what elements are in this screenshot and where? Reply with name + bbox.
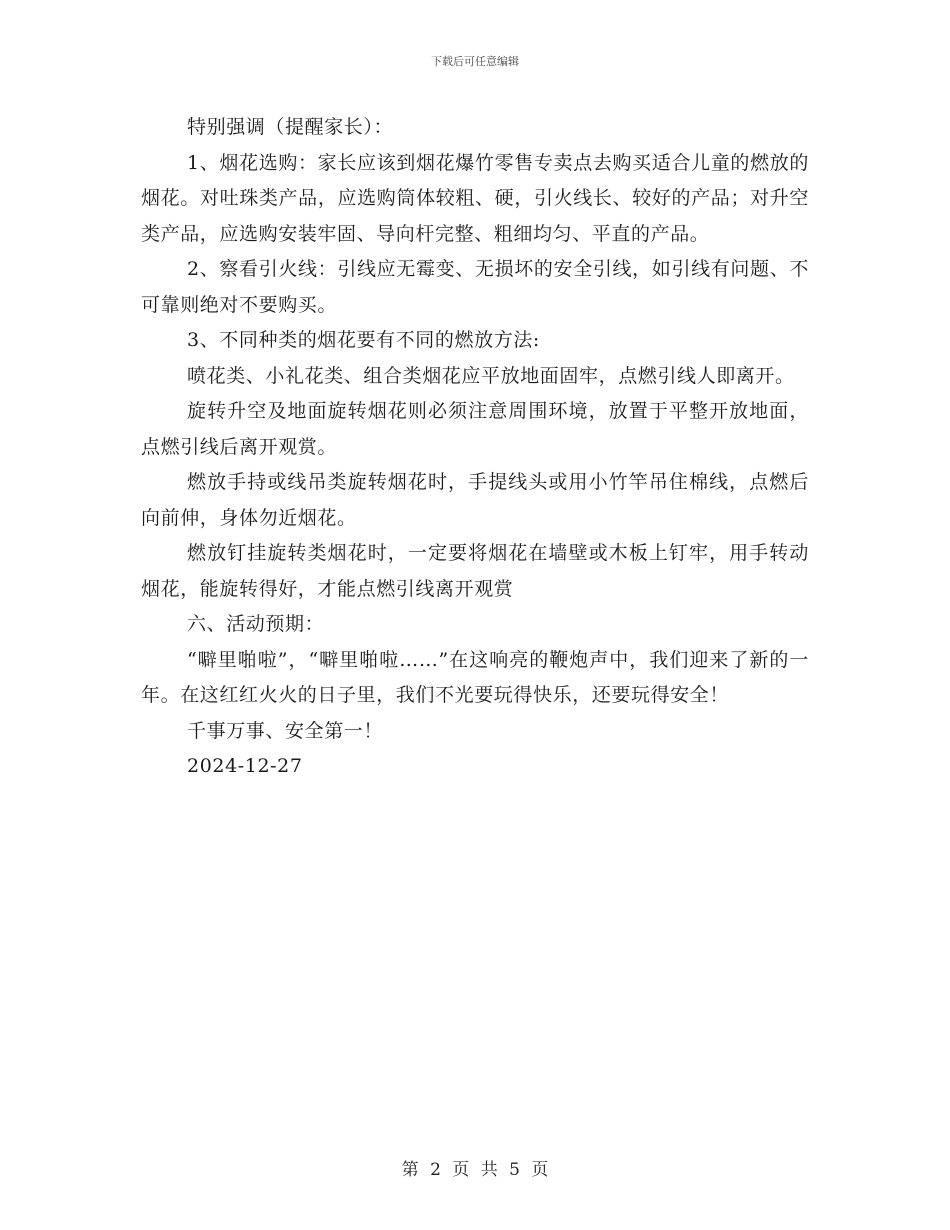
paragraph-date: 2024-12-27 xyxy=(187,755,303,777)
paragraph-check-fuse: 2、察看引火线：引线应无霉变、无损坏的安全引线，如引线有问题、不可靠则绝对不要购买。 xyxy=(141,258,809,316)
paragraph-rotating-ground: 旋转升空及地面旋转烟花则必须注意周围环境，放置于平整开放地面，点燃引线后离开观赏。 xyxy=(141,400,809,458)
paragraph-handheld-rotating: 燃放手持或线吊类旋转烟花时，手提线头或用小竹竿吊住棉线，点燃后向前伸，身体勿近烟花。 xyxy=(141,471,809,529)
page-header-note: 下载后可任意编辑 xyxy=(431,55,519,68)
paragraph-safety-first: 千事万事、安全第一！ xyxy=(187,719,384,742)
page-number-footer: 第 2 页 共 5 页 xyxy=(401,1160,549,1180)
paragraph-firework-selection: 1、烟花选购：家长应该到烟花爆竹零售专卖点去购买适合儿童的燃放的烟花。对吐珠类产品，应选购筒体较粗、硬，引火线长、较好的产品；对升空类产品，应选购安装牢固、导向杆完整、粗细均匀、平直的产品。 xyxy=(141,151,809,245)
paragraph-methods-heading: 3、不同种类的烟花要有不同的燃放方法: xyxy=(187,329,540,351)
paragraph-fountain-type: 喷花类、小礼花类、组合类烟花应平放地面固牢，点燃引线人即离开。 xyxy=(187,364,795,387)
paragraph-expectation-body: “噼里啪啦”，“噼里啪啦……”在这响亮的鞭炮声中，我们迎来了新的一年。在这红红火火的日子里，我们不光要玩得快乐，还要玩得安全！ xyxy=(141,648,809,706)
document-body xyxy=(141,110,809,785)
paragraph-nail-rotating: 燃放钉挂旋转类烟花时，一定要将烟花在墙壁或木板上钉牢，用手转动烟花，能旋转得好，才能点燃引线离开观赏 xyxy=(141,542,809,600)
paragraph-special-emphasis: 特别强调（提醒家长）： xyxy=(187,116,394,138)
paragraph-expectation-heading: 六、活动预期： xyxy=(187,613,325,635)
